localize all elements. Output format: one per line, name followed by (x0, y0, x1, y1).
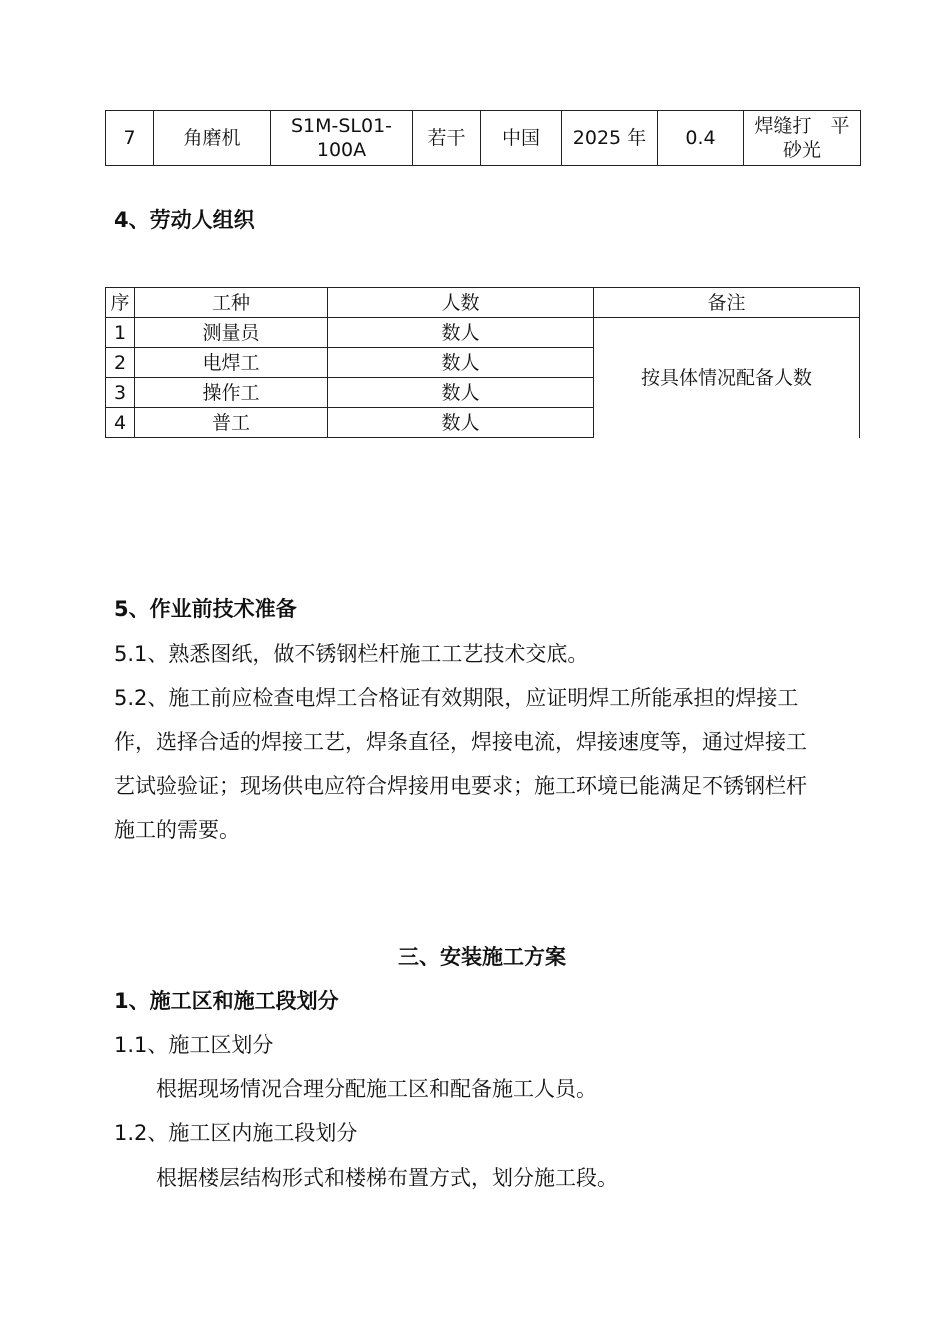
equipment-use-line1: 焊缝打 平 (754, 115, 850, 137)
table-row (106, 318, 860, 348)
labor-header-row (106, 288, 860, 318)
equipment-name: 角磨机 (154, 111, 271, 166)
row-no: 2 (106, 348, 135, 378)
subsection1-heading: 1、施工区和施工段划分 (114, 989, 339, 1013)
row-type: 操作工 (135, 378, 328, 408)
equipment-year: 2025 年 (562, 111, 658, 166)
labor-table (105, 287, 860, 438)
row-no: 1 (106, 318, 135, 348)
section5-para2-line4: 施工的需要。 (114, 818, 240, 842)
equipment-origin: 中国 (481, 111, 562, 166)
equipment-model (271, 111, 413, 166)
equipment-table (105, 110, 861, 166)
section5-para2-line1: 5.2、施工前应检查电焊工合格证有效期限，应证明焊工所能承担的焊接工 (114, 686, 799, 710)
equipment-power: 0.4 (658, 111, 744, 166)
equipment-use-line2: 砂光 (782, 139, 821, 161)
row-type: 电焊工 (135, 348, 328, 378)
equipment-use (744, 111, 861, 166)
section5-para1: 5.1、熟悉图纸，做不锈钢栏杆施工工艺技术交底。 (114, 642, 589, 666)
section5-para2-line2: 作，选择合适的焊接工艺，焊条直径，焊接电流，焊接速度等，通过焊接工 (114, 730, 807, 754)
row-no: 3 (106, 378, 135, 408)
row-no: 4 (106, 408, 135, 438)
row-count: 数人 (328, 378, 594, 408)
section5-para2-line3: 艺试验验证；现场供电应符合焊接用电要求；施工环境已能满足不锈钢栏杆 (114, 774, 807, 798)
equipment-no: 7 (106, 111, 154, 166)
row-count: 数人 (328, 318, 594, 348)
section5-heading: 5、作业前技术准备 (114, 597, 297, 621)
table-row (106, 111, 861, 166)
header-no: 序 (106, 288, 135, 318)
subsection1-2-text: 根据楼层结构形式和楼梯布置方式，划分施工段。 (156, 1166, 618, 1190)
subsection1-1-heading: 1.1、施工区划分 (114, 1033, 274, 1057)
equipment-model-line1: S1M-SL01- (290, 115, 393, 137)
header-note: 备注 (594, 288, 860, 318)
row-count: 数人 (328, 408, 594, 438)
labor-heading: 4、劳动人组织 (114, 208, 255, 232)
subsection1-2-heading: 1.2、施工区内施工段划分 (114, 1121, 358, 1145)
row-type: 普工 (135, 408, 328, 438)
row-count: 数人 (328, 348, 594, 378)
note-cell: 按具体情况配备人数 (594, 318, 860, 438)
header-type: 工种 (135, 288, 328, 318)
chapter-title: 三、安装施工方案 (398, 945, 566, 969)
header-count: 人数 (328, 288, 594, 318)
subsection1-1-text: 根据现场情况合理分配施工区和配备施工人员。 (156, 1077, 597, 1101)
row-type: 测量员 (135, 318, 328, 348)
equipment-quantity: 若干 (413, 111, 481, 166)
equipment-model-line2: 100A (316, 139, 367, 161)
